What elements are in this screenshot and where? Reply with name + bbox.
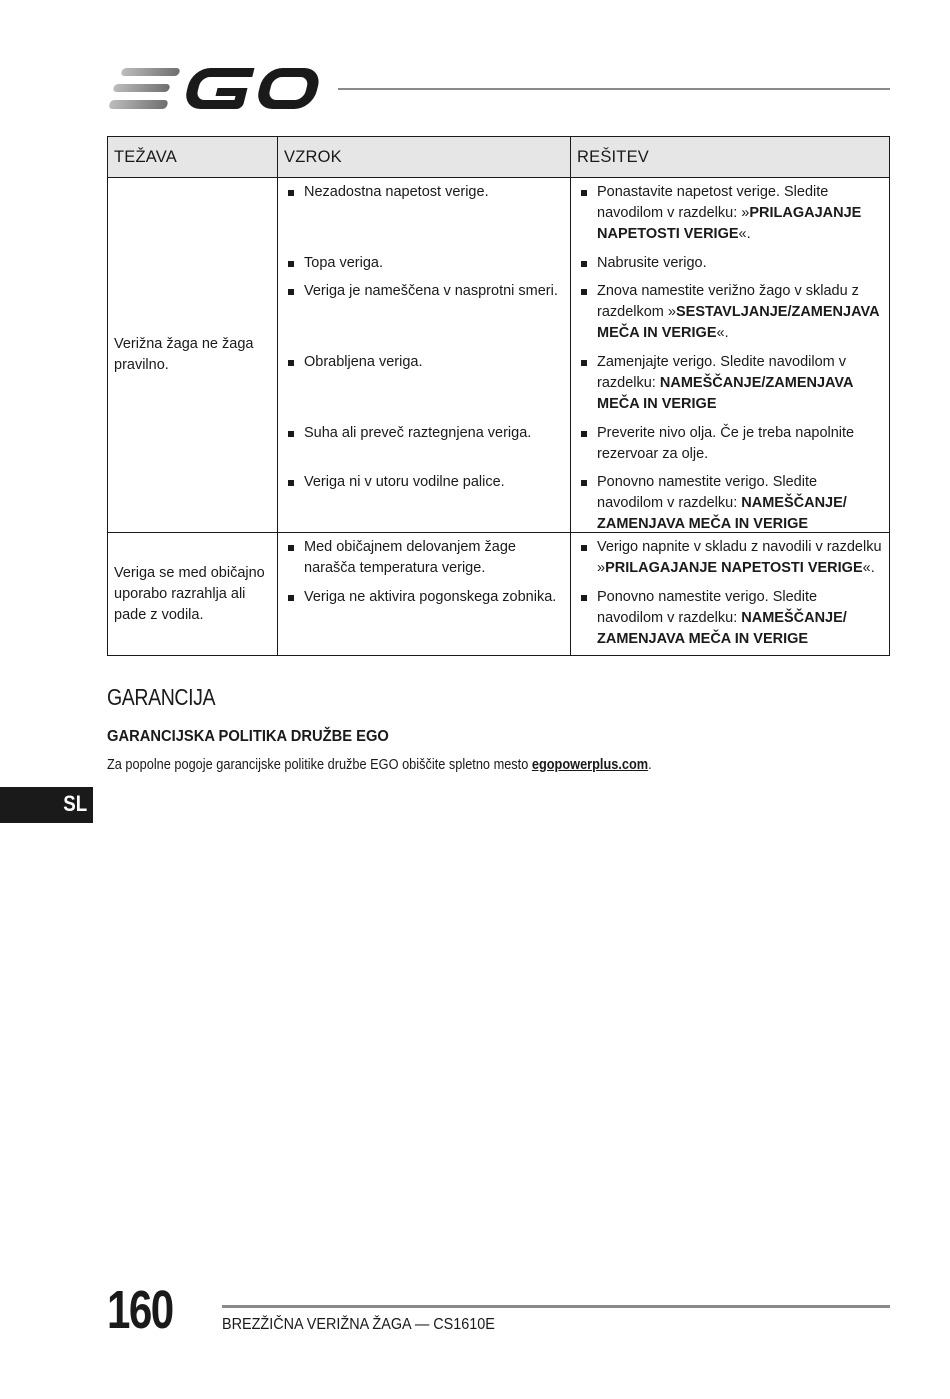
- solution-item: Preverite nivo olja. Če je treba napolnite rezervoar za olje.: [577, 423, 883, 472]
- page-number: 160: [107, 1280, 173, 1340]
- solution-item: Ponovno namestite verigo. Sledite navodilom v razdelku: NAMEŠČANJE/ ZAMENJAVA MEČA IN VERIGE: [577, 587, 883, 651]
- language-tab: [0, 787, 93, 823]
- header-solution: REŠITEV: [571, 137, 890, 178]
- cause-item: Nezadostna napetost verige.: [284, 182, 564, 253]
- ego-logo: [107, 66, 319, 112]
- header-rule: [338, 88, 890, 90]
- solution-item: Verigo napnite v skladu z navodili v razdelku »PRILAGAJANJE NAPETOSTI VERIGE«.: [577, 537, 883, 587]
- cause-item: Veriga ne aktivira pogonskega zobnika.: [284, 587, 564, 651]
- cause-cell: [278, 178, 571, 533]
- footer-rule: [222, 1305, 890, 1308]
- header-cause: VZROK: [278, 137, 571, 178]
- section-subtitle: GARANCIJSKA POLITIKA DRUŽBE EGO: [107, 728, 389, 745]
- cause-item: Suha ali preveč raztegnjena veriga.: [284, 423, 564, 472]
- cause-item: Med običajnem delovanjem žage narašča temperatura verige.: [284, 537, 564, 587]
- solution-item: Nabrusite verigo.: [577, 253, 883, 281]
- warranty-text-after: .: [648, 757, 652, 773]
- problem-cell: Veriga se med običajno uporabo razrahlja ali pade z vodila.: [108, 533, 278, 656]
- warranty-text-before: Za popolne pogoje garancijske politike družbe EGO obiščite spletno mesto: [107, 757, 532, 773]
- header-problem: TEŽAVA: [108, 137, 278, 178]
- footer-title: BREZŽIČNA VERIŽNA ŽAGA — CS1610E: [222, 1316, 495, 1333]
- cause-item: Obrabljena veriga.: [284, 352, 564, 423]
- warranty-text: [107, 757, 652, 773]
- table-row: [108, 178, 890, 533]
- section-title: GARANCIJA: [107, 684, 216, 710]
- cause-cell: [278, 533, 571, 656]
- solution-item: Zamenjajte verigo. Sledite navodilom v razdelku: NAMEŠČANJE/ZAMENJAVA MEČA IN VERIGE: [577, 352, 883, 423]
- egopowerplus-link[interactable]: egopowerplus.com: [531, 757, 649, 773]
- cause-item: Veriga ni v utoru vodilne palice.: [284, 472, 564, 528]
- troubleshooting-table: [107, 136, 890, 656]
- cause-item: Topa veriga.: [284, 253, 564, 281]
- solution-item: Ponastavite napetost verige. Sledite navodilom v razdelku: »PRILAGAJANJE NAPETOSTI VERIGE«.: [577, 182, 883, 253]
- cause-item: Veriga je nameščena v nasprotni smeri.: [284, 281, 564, 352]
- language-label: SL: [63, 791, 87, 816]
- solution-item: Znova namestite verižno žago v skladu z razdelkom »SESTAVLJANJE/ZAMENJAVA MEČA IN VERIGE«.: [577, 281, 883, 352]
- problem-cell: Verižna žaga ne žaga pravilno.: [108, 178, 278, 533]
- table-header-row: [108, 137, 890, 178]
- solution-cell: [571, 178, 890, 533]
- solution-item: Ponovno namestite verigo. Sledite navodilom v razdelku: NAMEŠČANJE/ ZAMENJAVA MEČA IN VERIGE: [577, 472, 883, 528]
- solution-cell: [571, 533, 890, 656]
- table-row: [108, 533, 890, 656]
